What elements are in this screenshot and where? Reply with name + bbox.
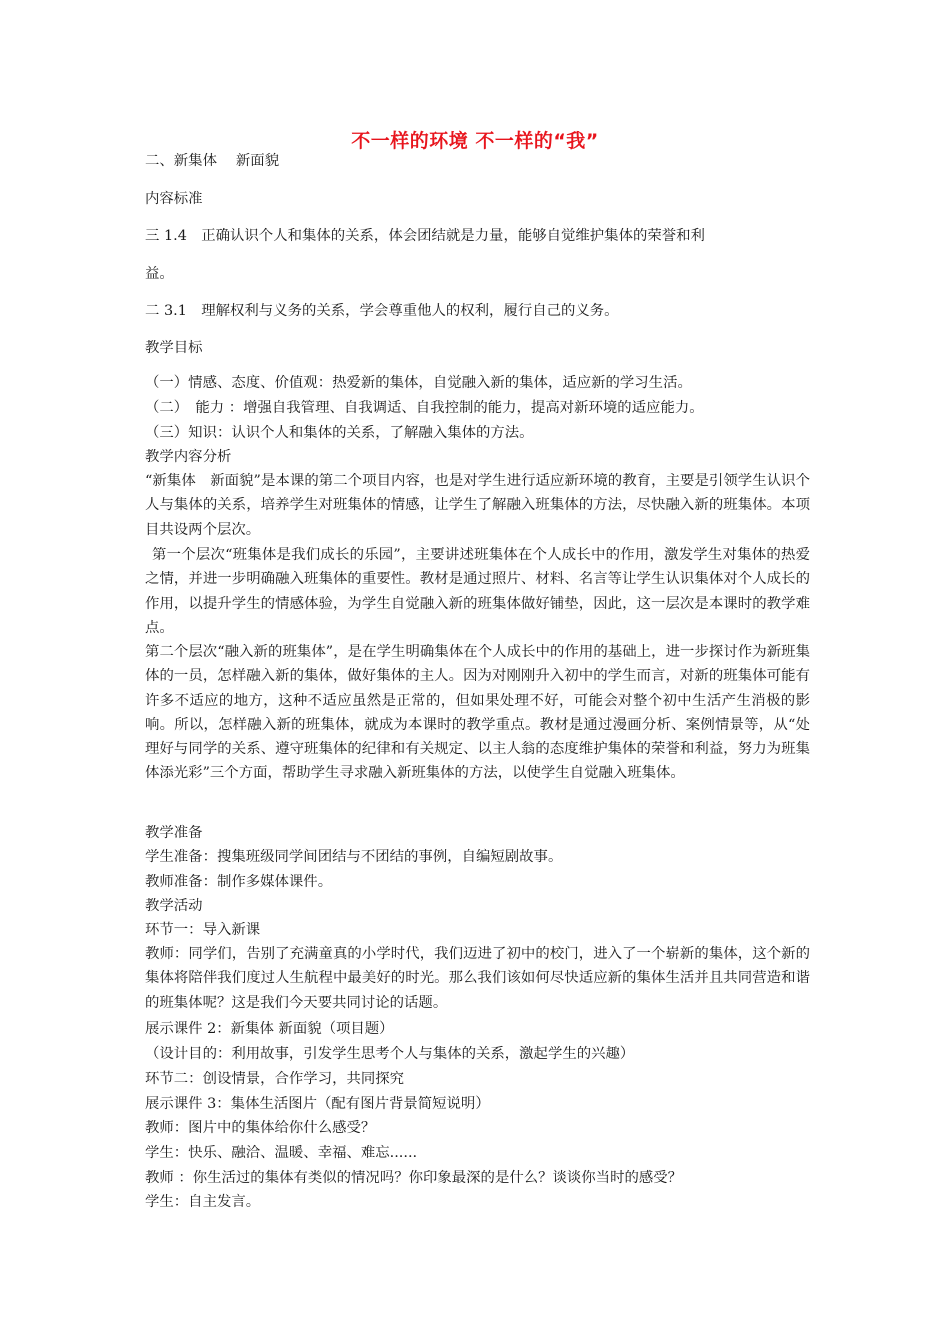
content-standard-item-2: 二 3.1 理解权利与义务的关系，学会尊重他人的权利，履行自己的义务。 <box>145 303 619 319</box>
content-standard-item-1: 三 1.4 正确认识个人和集体的关系，体会团结就是力量，能够自觉维护集体的荣誉和利 <box>145 228 705 244</box>
activity-teacher-intro: 教师：同学们，告别了充满童真的小学时代，我们迈进了初中的校门，进入了一个崭新的集体，这个新的集体将陪伴我们度过人生航程中最美好的时光。那么我们该如何尽快适应新的集体生活并且共同营造和谐的班集体呢？这是我们今天要共同讨论的话题。 <box>145 946 810 1011</box>
preparation-teacher: 教师准备：制作多媒体课件。 <box>145 874 333 890</box>
activity-step-2: 环节二：创设情景，合作学习，共同探究 <box>145 1071 405 1087</box>
section-heading: 二、新集体 新面貌 <box>145 153 280 169</box>
activity-show-slide-3: 展示课件 3：集体生活图片（配有图片背景简短说明） <box>145 1096 490 1112</box>
analysis-paragraph-3: 第二个层次“融入新的班集体”，是在学生明确集体在个人成长中的作用的基础上，进一步探讨作为新班集体的一员，怎样融入新的集体，做好集体的主人。因为对刚刚升入初中的学生而言，对新的班集体可能有许多不适应的地方，这种不适应虽然是正常的，但如果处理不好，可能会对整个初中生活产生消极的影响。所以，怎样融入新的班集体，就成为本课时的教学重点。教材是通过漫画分析、案例情景等，从“处理好与同学的关系、遵守班集体的纪律和有关规定、以主人翁的态度维护集体的荣誉和利益，努力为班集体添光彩”三个方面，帮助学生寻求融入新班集体的方法，以使学生自觉融入班集体。 <box>145 644 810 782</box>
goal-3: （三）知识：认识个人和集体的关系，了解融入集体的方法。 <box>145 425 534 441</box>
content-standard-item-1-continued: 益。 <box>145 266 174 282</box>
activity-teacher-question-2: 教师 ：你生活过的集体有类似的情况吗？你印象最深的是什么？谈谈你当时的感受？ <box>145 1170 683 1186</box>
goal-1: （一）情感、态度、价值观：热爱新的集体，自觉融入新的集体，适应新的学习生活。 <box>145 375 692 391</box>
activity-step-1: 环节一：导入新课 <box>145 922 261 938</box>
preparation-students: 学生准备：搜集班级同学间团结与不团结的事例，自编短剧故事。 <box>145 849 563 865</box>
activity-show-slide-2: 展示课件 2：新集体 新面貌（项目题） <box>145 1021 394 1037</box>
analysis-heading: 教学内容分析 <box>145 449 232 465</box>
analysis-paragraph-2: 第一个层次“班集体是我们成长的乐园”，主要讲述班集体在个人成长中的作用，激发学生对集体的热爱之情，并进一步明确融入班集体的重要性。教材是通过照片、材料、名言等让学生认识集体对个人成长的作用，以提升学生的情感体验，为学生自觉融入新的班集体做好铺垫，因此，这一层次是本课时的教学难点。 <box>145 547 810 636</box>
preparation-heading: 教学准备 <box>145 825 203 841</box>
activity-teacher-question-1: 教师：图片中的集体给你什么感受？ <box>145 1120 376 1136</box>
activity-student-answer-1: 学生：快乐、融洽、温暖、幸福、难忘...... <box>145 1145 418 1161</box>
goals-heading: 教学目标 <box>145 340 203 356</box>
activity-student-answer-2: 学生：自主发言。 <box>145 1194 261 1210</box>
goal-2: （二） 能力 ：增强自我管理、自我调适、自我控制的能力，提高对新环境的适应能力。 <box>145 400 704 416</box>
analysis-paragraph-1: “新集体 新面貌”是本课的第二个项目内容，也是对学生进行适应新环境的教育，主要是引领学生认识个人与集体的关系，培养学生对班集体的情感，让学生了解融入班集体的方法，尽快融入新的班集体。本项目共设两个层次。 <box>145 473 810 538</box>
activity-design-purpose: （设计目的：利用故事，引发学生思考个人与集体的关系，激起学生的兴趣） <box>145 1046 635 1062</box>
document-title: 不一样的环境 不一样的“我” <box>351 130 599 152</box>
content-standard-heading: 内容标准 <box>145 191 203 207</box>
activities-heading: 教学活动 <box>145 898 203 914</box>
